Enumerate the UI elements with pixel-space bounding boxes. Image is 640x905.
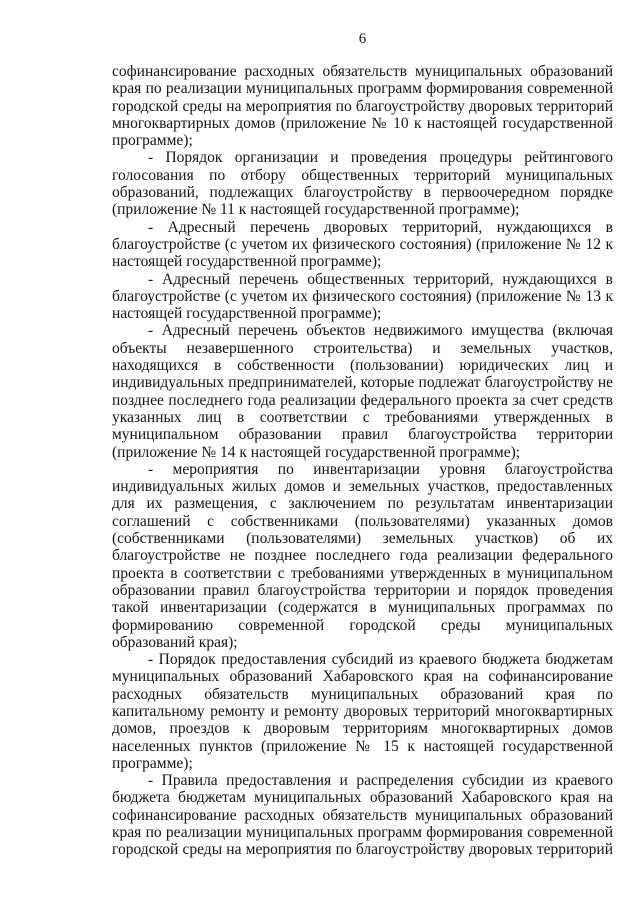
list-item-inventory-measures: - мероприятия по инвентаризации уровня благоустройства индивидуальных жилых домов и земельных участков, предоставленных для их размещения, с заключением по результатам инвентаризации соглашений с собственниками (пользователями) указанных домов (собственниками (пользователями) земельных участков) об их благоустройстве не позднее последнего года реализации федерального проекта в соответствии с требованиями утвержденных в муниципальном образовании правил благоустройства территории и порядок проведения такой инвентаризации (содержатся в муниципальных программах по формированию современной городской среды муниципальных образований края);	[112, 460, 613, 651]
list-item-real-estate-list: - Адресный перечень объектов недвижимого имущества (включая объекты незавершенного строительства) и земельных участков, находящихся в собственности (пользовании) юридических лиц и индивидуальных предпринимателей, которые подлежат благоустройству не позднее последнего года реализации федерального проекта за счет средств указанных лиц в соответствии с требованиями утвержденных в муниципальном образовании правил благоустройства территории (приложение № 14 к настоящей государственной программе);	[112, 322, 613, 461]
list-item-rating-vote-procedure: - Порядок организации и проведения процедуры рейтингового голосования по отбору общественных территорий муниципальных образований, подлежащих благоустройству в первоочередном порядке (приложение № 11 к настоящей государственной программе);	[112, 149, 613, 219]
list-item-subsidy-rules: - Правила предоставления и распределения субсидии из краевого бюджета бюджетам муниципальных образований Хабаровского края на софинансирование расходных обязательств муниципальных образований края по реализации муниципальных программ формирования современной городской среды на мероприятия по благоустройству дворовых территорий	[112, 772, 613, 859]
paragraph-continuation: софинансирование расходных обязательств муниципальных образований края по реализации муниципальных программ формирования современной городской среды на мероприятия по благоустройству дворовых территорий многоквартирных домов (приложение № 10 к настоящей государственной программе);	[112, 63, 613, 150]
list-item-public-territories-list: - Адресный перечень общественных территорий, нуждающихся в благоустройстве (с учетом их физического состояния) (приложение № 13 к настоящей государственной программе);	[112, 270, 613, 323]
list-item-yard-territories-list: - Адресный перечень дворовых территорий, нуждающихся в благоустройстве (с учетом их физического состояния) (приложение № 12 к настоящей государственной программе);	[112, 218, 613, 271]
page-number: 6	[358, 31, 367, 47]
list-item-subsidy-procedure: - Порядок предоставления субсидий из краевого бюджета бюджетам муниципальных образований Хабаровского края на софинансирование расходных обязательств муниципальных образований края по капитальному ремонту и ремонту дворовых территорий многоквартирных домов, проездов к дворовым территориям многоквартирных домов населенных пунктов (приложение № 15 к настоящей государственной программе);	[112, 651, 613, 772]
document-body	[112, 63, 613, 859]
